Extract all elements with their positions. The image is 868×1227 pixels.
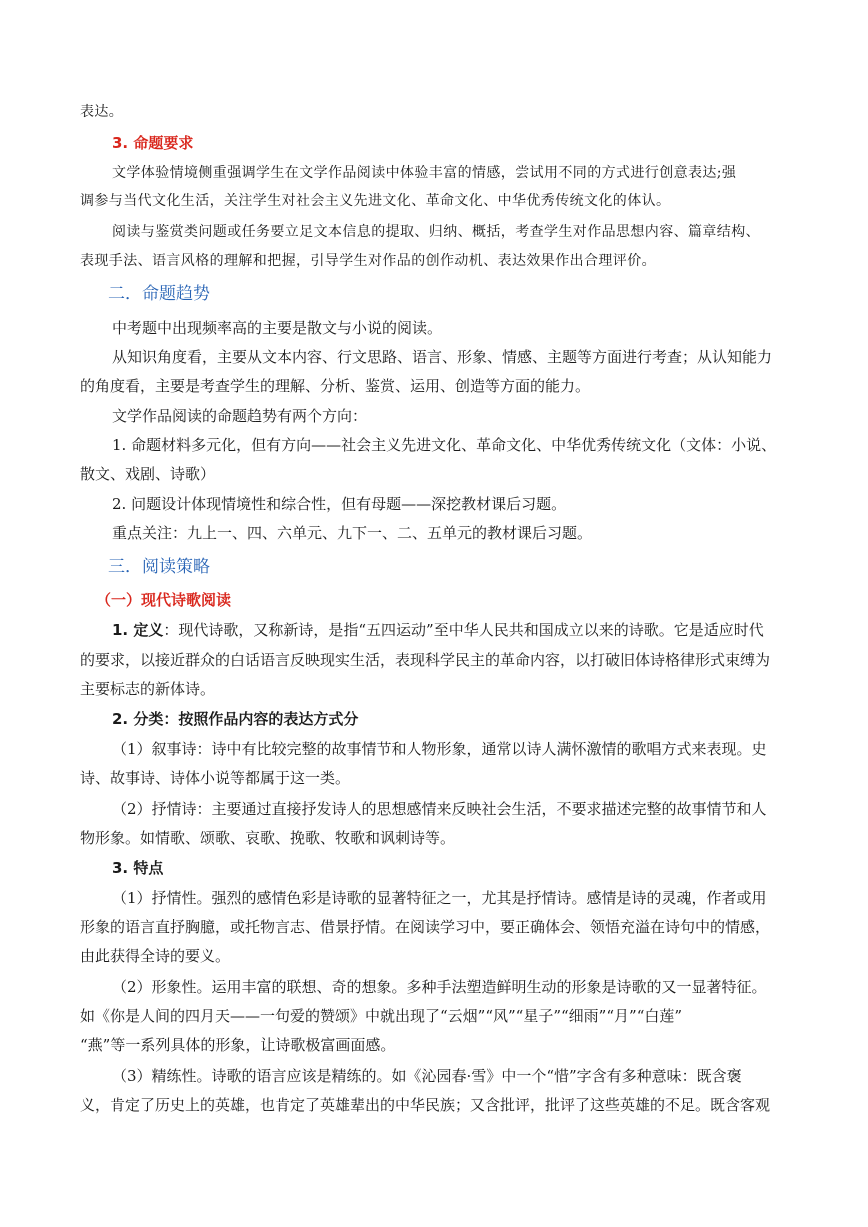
paragraph-line: 形象的语言直抒胸臆，或托物言志、借景抒情。在阅读学习中，要正确体会、领悟充溢在诗句中的情感， <box>80 918 771 936</box>
paragraph-line: 调参与当代文化生活，关注学生对社会主义先进文化、革命文化、中华优秀传统文化的体认。 <box>80 193 671 209</box>
heading-features: 3. 特点 <box>112 859 164 877</box>
paragraph-tail: 表达。 <box>80 104 124 120</box>
paragraph-line: “燕”等一系列具体的形象，让诗歌极富画面感。 <box>80 1036 396 1054</box>
paragraph-line: 主要标志的新体诗。 <box>80 680 216 698</box>
definition-line: 1. 定义：现代诗歌，又称新诗，是指“五四运动”至中华人民共和国成立以来的诗歌。它是适应时代 <box>112 621 764 639</box>
paragraph-line: 物形象。如情歌、颂歌、哀歌、挽歌、牧歌和讽刺诗等。 <box>80 829 456 847</box>
paragraph-line: 表现手法、语言风格的理解和把握，引导学生对作品的创作动机、表达效果作出合理评价。 <box>80 253 656 269</box>
paragraph-line: 文学体验情境侧重强调学生在文学作品阅读中体验丰富的情感，尝试用不同的方式进行创意表达;强 <box>112 165 737 181</box>
paragraph-line: 中考题中出现频率高的主要是散文与小说的阅读。 <box>112 319 443 337</box>
paragraph-line: 的要求，以接近群众的白话语言反映现实生活，表现科学民主的革命内容，以打破旧体诗格律形式束缚为 <box>80 651 771 669</box>
section-heading-strategies: 三．阅读策略 <box>108 557 210 577</box>
paragraph-line: 由此获得全诗的要义。 <box>80 947 231 965</box>
paragraph-line: （1）抒情性。强烈的感情色彩是诗歌的显著特征之一，尤其是抒情诗。感情是诗的灵魂，作者或用 <box>112 889 767 907</box>
paragraph-line: （3）精练性。诗歌的语言应该是精练的。如《沁园春·雪》中一个“惜”字含有多种意味：既含褒 <box>112 1067 742 1085</box>
paragraph-line: 的角度看，主要是考查学生的理解、分析、鉴赏、运用、创造等方面的能力。 <box>80 377 591 395</box>
paragraph-line: 阅读与鉴赏类问题或任务要立足文本信息的提取、归纳、概括，考查学生对作品思想内容、篇章结构、 <box>112 224 760 240</box>
paragraph-line: 从知识角度看，主要从文本内容、行文思路、语言、形象、情感、主题等方面进行考查；从认知能力 <box>112 348 773 366</box>
subheading-modern-poetry: （一）现代诗歌阅读 <box>96 591 232 609</box>
heading-requirements: 3. 命题要求 <box>112 134 194 152</box>
list-item: 1. 命题材料多元化，但有方向——社会主义先进文化、革命文化、中华优秀传统文化（文体：小说、 <box>112 436 777 454</box>
paragraph-line: 诗、故事诗、诗体小说等都属于这一类。 <box>80 769 351 787</box>
list-item: 2. 问题设计体现情境性和综合性，但有母题——深挖教材课后习题。 <box>112 495 567 513</box>
paragraph-line: 文学作品阅读的命题趋势有两个方向： <box>112 407 368 425</box>
paragraph-line: （2）抒情诗：主要通过直接抒发诗人的思想感情来反映社会生活，不要求描述完整的故事情节和人 <box>112 800 767 818</box>
section-heading-trends: 二．命题趋势 <box>108 284 210 304</box>
paragraph-line: 义，肯定了历史上的英雄，也肯定了英雄辈出的中华民族；又含批评，批评了这些英雄的不足。既含客观 <box>80 1096 771 1114</box>
paragraph-line: 重点关注：九上一、四、六单元、九下一、二、五单元的教材课后习题。 <box>112 524 593 542</box>
definition-label: 1. 定义 <box>112 621 164 639</box>
paragraph-line: （2）形象性。运用丰富的联想、奇的想象。多种手法塑造鲜明生动的形象是诗歌的又一显著特征。 <box>112 978 767 996</box>
paragraph-line: 如《你是人间的四月天——一句爱的赞颂》中就出现了“云烟”“风”“星子”“细雨”“月”“白莲” <box>80 1007 683 1025</box>
list-item-continuation: 散文、戏剧、诗歌） <box>80 465 216 483</box>
paragraph-line: （1）叙事诗：诗中有比较完整的故事情节和人物形象，通常以诗人满怀激情的歌唱方式来表现。史 <box>112 740 767 758</box>
heading-classification: 2. 分类：按照作品内容的表达方式分 <box>112 710 359 728</box>
